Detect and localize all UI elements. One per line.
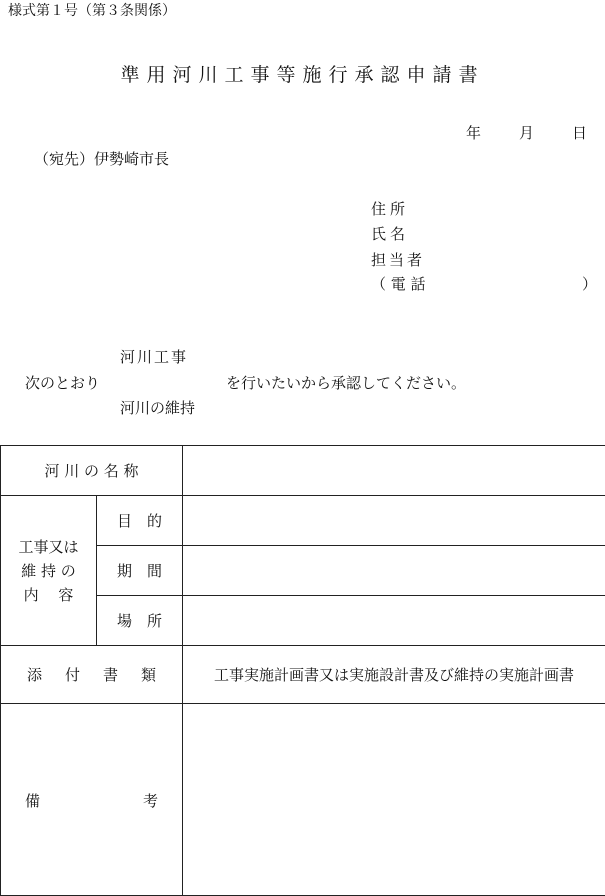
remarks-label-left: 備	[25, 792, 41, 810]
river-name-label: 河 川 の 名 称	[1, 446, 183, 496]
request-lead: 次のとおり	[25, 374, 101, 392]
request-option-maintenance: 河川の維持	[120, 399, 196, 417]
place-field[interactable]	[183, 596, 605, 646]
river-name-field[interactable]	[183, 446, 605, 496]
address-label: 住所	[371, 200, 410, 218]
date-day-label: 日	[572, 124, 588, 142]
content-group-label	[1, 496, 97, 646]
attachments-char-4: 類	[141, 666, 157, 684]
date-line	[466, 122, 587, 143]
date-month-label: 月	[519, 124, 535, 142]
telephone-close-paren: ）	[582, 275, 598, 293]
application-table	[0, 445, 605, 896]
date-year-label: 年	[466, 124, 482, 142]
attachments-char-3: 書	[103, 666, 119, 684]
request-tail: を行いたいから承認してください。	[226, 374, 467, 392]
request-option-construction: 河川工事	[120, 348, 189, 366]
attachments-char-2: 付	[65, 666, 81, 684]
remarks-label-right: 考	[143, 792, 159, 810]
attachments-label	[1, 646, 183, 704]
remarks-label	[1, 704, 183, 896]
purpose-label: 目 的	[97, 496, 183, 546]
telephone-line	[371, 273, 598, 294]
content-group-line-1: 工事又は	[18, 537, 79, 556]
staff-label: 担当者	[371, 251, 426, 269]
form-number: 様式第１号（第３条関係）	[8, 3, 176, 19]
purpose-field[interactable]	[183, 496, 605, 546]
name-label: 氏名	[371, 225, 410, 243]
attachments-value: 工事実施計画書又は実施設計書及び維持の実施計画書	[183, 646, 605, 704]
attachments-char-1: 添	[27, 666, 43, 684]
page-title: 準用河川工事等施行承認申請書	[120, 64, 485, 86]
remarks-field[interactable]	[183, 704, 605, 896]
period-label: 期 間	[97, 546, 183, 596]
place-label: 場 所	[97, 596, 183, 646]
content-group-line-3: 内 容	[23, 585, 74, 604]
addressee: （宛先）伊勢崎市長	[34, 150, 170, 168]
content-group-line-2: 維 持 の	[21, 561, 76, 580]
period-field[interactable]	[183, 546, 605, 596]
telephone-label: （ 電 話	[371, 275, 426, 293]
